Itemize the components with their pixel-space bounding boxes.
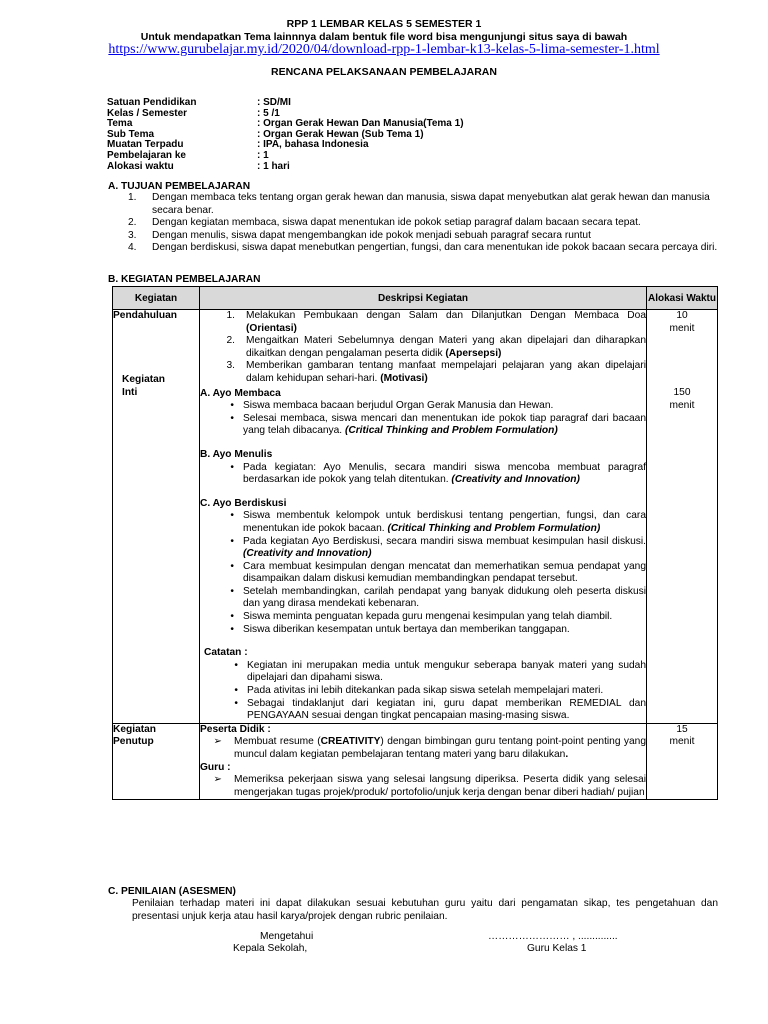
item-text: Siswa membaca bacaan berjudul Organ Gerak Manusia dan Hewan. [243,400,554,412]
list-item [200,310,646,335]
info-value: : 1 [257,149,269,161]
bullet-icon: • [230,560,234,572]
header-deskripsi: Deskripsi Kegiatan [200,287,647,310]
bullet-icon: • [230,510,234,522]
deskripsi-cell [200,310,647,724]
item-text: Melakukan Pembukaan dengan Salam dan Dilanjutkan Dengan Membaca Doa [246,310,646,321]
info-row [107,162,464,173]
item-number: 3. [226,360,235,372]
inti-label-2: Inti [122,386,138,398]
arrow-bullet-icon: ➢ [213,736,222,748]
alokasi-cell [647,723,718,800]
penutup-time: 15 menit [669,723,695,748]
item-number: 4. [128,242,137,254]
info-value: : Organ Gerak Hewan Dan Manusia(Tema 1) [257,118,464,130]
kegiatan-cell [113,723,200,800]
bullet-icon: • [230,412,234,424]
list-item [200,400,646,413]
list-item [200,360,646,385]
item-text: ) dengan bimbingan guru tentang point-point penting yang muncul dalam kegiatan pembelajaran tentang materi yang baru dilakukan [234,736,646,760]
info-value: : Organ Gerak Hewan (Sub Tema 1) [257,128,424,140]
deskripsi-cell [200,723,647,800]
info-key: Sub Tema [107,128,155,140]
info-key: Satuan Pendidikan [107,97,197,108]
arrow-bullet-icon: ➢ [213,774,222,786]
list-item [200,413,646,438]
list-item [200,462,646,487]
bullet-icon: • [230,400,234,412]
item-text: Dengan membaca teks tentang organ gerak hewan dan manusia, siswa dapat menyebutkan alat gerak hewan dan manusia secara benar. [152,192,710,216]
item-tag: (Critical Thinking and Problem Formulation) [387,522,601,534]
item-text: Pada ativitas ini lebih ditekankan pada sikap siswa setelah mempelajari materi. [247,685,604,697]
penilaian-heading: C. PENILAIAN (ASESMEN) [108,886,236,897]
list-item [200,510,646,535]
list-item [200,611,646,624]
guru-kelas-label: Guru Kelas 1 [527,943,587,954]
tujuan-list [128,192,718,255]
item-number: 1. [226,310,235,321]
catatan-title: Catatan : [204,647,248,659]
item-text: Setelah membandingkan, carilah pendapat yang banyak didukung oleh peserta diskusi dan yang dirasa mendekati kebenaran. [243,585,646,610]
info-value: : IPA, bahasa Indonesia [257,139,369,151]
item-text: Memeriksa pekerjaan siswa yang selesai langsung diperiksa. Peserta didik yang selesai mengerjakan tugas projek/produk/ portofolio/unjuk kerja dengan benar diberi hadiah/ pujian [234,774,646,798]
item-tag: CREATIVITY [320,736,381,748]
penutup-label-2: Penutup [113,736,154,748]
item-number: 2. [128,217,137,229]
header-alokasi: Alokasi Waktu [647,287,718,310]
item-text: Cara membuat kesimpulan dengan mencatat dan memerhatikan semua pendapat yang disampaikan dalam diskusi kemudian membandingkan pendapat tersebut. [243,560,646,585]
peserta-didik-title: Peserta Didik : [200,723,271,735]
kegiatan-table [112,286,718,800]
ayo-membaca-title: A. Ayo Membaca [200,387,281,399]
alokasi-cell [647,310,718,724]
item-text: Mengaitkan Materi Sebelumnya dengan Materi yang akan dipelajari dan diharapkan dikaitkan dengan pengalaman peserta didik [246,335,646,359]
item-text: Siswa membentuk kelompok untuk berdiskusi tentang pengertian, fungsi, dan cara menentukan ide pokok bacaan. [243,510,646,534]
item-tag: (Creativity and Innovation) [243,548,372,560]
item-tag: (Orientasi) [246,322,297,334]
list-item [128,217,718,230]
item-tag: (Critical Thinking and Problem Formulation) [344,425,558,437]
item-text: Pada kegiatan Ayo Berdiskusi, secara mandiri siswa membuat kesimpulan hasil diskusi. [243,535,646,547]
info-value: : 5 /1 [257,107,280,119]
item-number: 3. [128,229,137,241]
info-value: : 1 hari [257,160,290,172]
list-item [200,624,646,637]
list-item [200,774,646,799]
ayo-menulis-title: B. Ayo Menulis [200,448,273,460]
ayo-berdiskusi-title: C. Ayo Berdiskusi [200,497,287,509]
document-header-title: RPP 1 LEMBAR KELAS 5 SEMESTER 1 [286,18,482,30]
penilaian-text: Penilaian terhadap materi ini dapat dilakukan sesuai kebutuhan guru yaitu dari pengamatan sikap, tes pengetahuan dan presentasi unjuk kerja atau hasil karya/projek dengan rubric penilaian. [132,898,718,922]
pendahuluan-label: Pendahuluan [113,310,177,321]
bullet-icon: • [234,685,238,697]
source-url-link[interactable]: https://www.gurubelajar.my.id/2020/04/download-rpp-1-lembar-k13-kelas-5-lima-semester-1.html [108,42,660,57]
list-item [200,685,646,698]
header-kegiatan: Kegiatan [113,287,200,310]
kegiatan-heading: B. KEGIATAN PEMBELAJARAN [108,274,261,285]
list-item [200,561,646,586]
list-item [128,192,718,217]
item-text: Siswa meminta penguatan kepada guru mengenai kesimpulan yang telah diambil. [243,611,613,623]
inti-label-1: Kegiatan [122,374,166,385]
info-key: Pembelajaran ke [107,149,186,161]
item-text: Dengan berdiskusi, siswa dapat menebutkan pengertian, fungsi, dan cara menentukan ide pokok bacaan secara percaya diri. [152,242,718,254]
item-tag: (Creativity and Innovation) [451,474,580,486]
place-date-field: …………………… , .............. [488,931,618,942]
kepala-sekolah-label: Kepala Sekolah, [233,943,308,954]
table-row [113,310,718,724]
info-key: Tema [107,118,133,130]
list-item [200,660,646,685]
info-key: Alokasi waktu [107,160,174,172]
item-text: Kegiatan ini merupakan media untuk mengukur seberapa banyak materi yang sudah dipelajari dan dipahami siswa. [247,659,646,684]
item-tag: (Apersepsi) [445,347,502,359]
item-text: Dengan menulis, siswa dapat mengembangkan ide pokok menjadi sebuah paragraf secara runtut [152,229,591,241]
item-text: . [565,749,569,760]
bullet-icon: • [234,697,238,709]
pendahuluan-time: 10 menit [669,310,695,334]
info-key: Muatan Terpadu [107,139,184,151]
bullet-icon: • [230,623,234,635]
item-tag: (Motivasi) [380,372,428,384]
mengetahui-label: Mengetahui [260,931,314,942]
info-row [107,98,464,109]
list-item [128,242,718,255]
table-header-row [113,287,718,310]
list-item [128,230,718,243]
item-text: Dengan kegiatan membaca, siswa dapat menentukan ide pokok setiap paragraf dalam bacaan secara tepat. [152,217,641,229]
info-row [107,151,464,162]
document-title: RENCANA PELAKSANAAN PEMBELAJARAN [271,66,497,78]
kegiatan-cell [113,310,200,724]
bullet-icon: • [234,659,238,671]
bullet-icon: • [230,461,234,473]
list-item [200,736,646,761]
list-item [200,536,646,561]
item-text: Sebagai tindaklanjut dari kegiatan ini, guru dapat memberikan REMEDIAL dan PENGAYAAN sesuai dengan tingkat pencapaian masing-masing siswa. [247,697,646,722]
list-item [200,698,646,723]
item-number: 2. [226,335,235,347]
item-text: Pada kegiatan: Ayo Menulis, secara mandiri siswa mencoba membuat paragraf berdasarkan ide pokok yang telah ditentukan. [243,461,646,486]
item-number: 1. [128,192,137,203]
bullet-icon: • [230,585,234,597]
item-text: Memberikan gambaran tentang manfaat mempelajari pelajaran yang akan dipelajari dalam kehidupan sehari-hari. [246,360,646,384]
identity-info-block [107,98,464,172]
item-text: Selesai membaca, siswa mencari dan menentukan ide pokok tiap paragraf dari bacaan yang telah dibacanya. [243,412,646,437]
list-item [200,586,646,611]
document-header-subtitle: Untuk mendapatkan Tema lainnnya dalam bentuk file word bisa mengunjungi situs saya di bawah [140,31,628,43]
item-text: Membuat resume ( [234,736,321,748]
guru-title: Guru : [200,761,231,773]
table-row [113,723,718,800]
item-text: Siswa diberikan kesempatan untuk bertaya dan memberikan tanggapan. [243,623,570,635]
bullet-icon: • [230,535,234,547]
info-key: Kelas / Semester [107,107,188,119]
info-value: : SD/MI [257,97,291,108]
tujuan-heading: A. TUJUAN PEMBELAJARAN [108,181,251,192]
bullet-icon: • [230,611,234,623]
list-item [200,335,646,360]
penutup-label-1: Kegiatan [113,723,157,735]
inti-time: 150 menit [669,387,695,411]
